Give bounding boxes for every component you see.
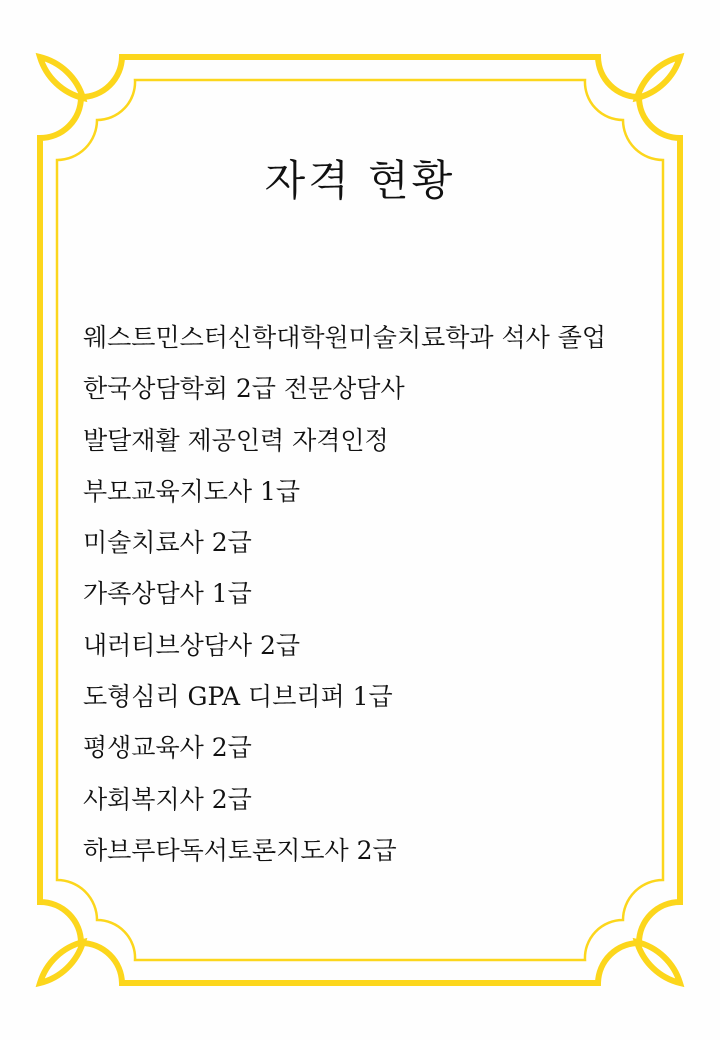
list-item: 하브루타독서토론지도사 2급 [83,835,397,865]
list-item: 부모교육지도사 1급 [83,476,301,506]
list-item: 가족상담사 1급 [83,579,252,609]
list-item: 내러티브상담사 2급 [83,630,301,660]
list-item: 한국상담학회 2급 전문상담사 [83,374,405,404]
page-title: 자격 현황 [264,156,456,205]
list-item: 도형심리 GPA 디브리퍼 1급 [83,682,393,712]
list-item: 미술치료사 2급 [83,528,252,558]
list-item: 발달재활 제공인력 자격인정 [83,425,389,455]
list-item: 평생교육사 2급 [83,733,252,763]
list-item: 사회복지사 2급 [83,784,252,814]
qualification-list [83,318,606,882]
list-item: 웨스트민스터신학대학원미술치료학과 석사 졸업 [83,323,607,352]
